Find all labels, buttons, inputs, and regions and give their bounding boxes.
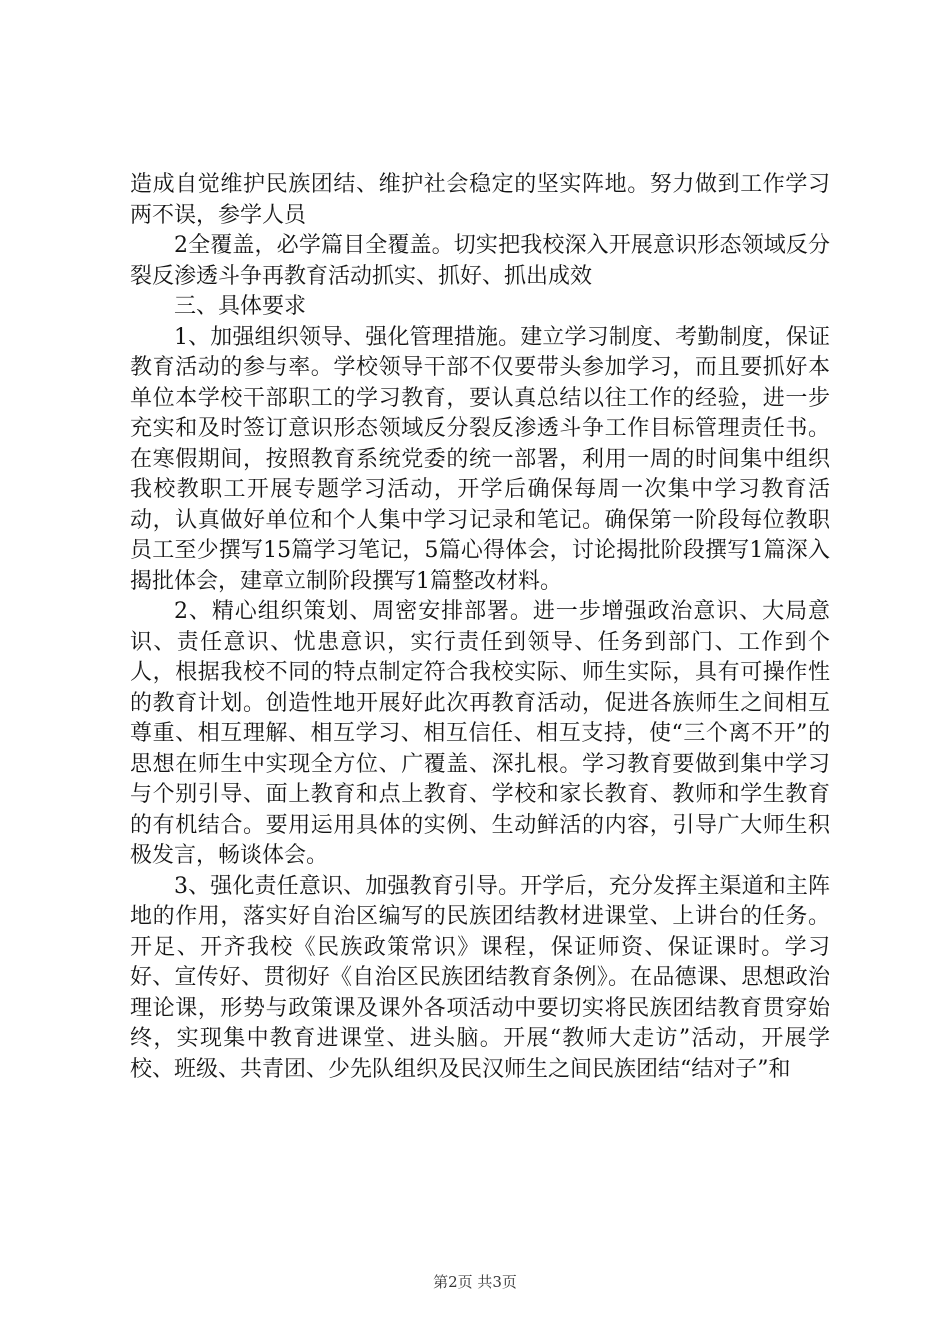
paragraph-continuation: 造成自觉维护民族团结、维护社会稳定的坚实阵地。努力做到工作学习两不误，参学人员	[130, 172, 830, 228]
paragraph-requirement-2: 2、精心组织策划、周密安排部署。进一步增强政治意识、大局意识、责任意识、忧患意识，实行责任到领导、任务到部门、工作到个人，根据我校不同的特点制定符合我校实际、师生实际，具有可操作性的教育计划。创造性地开展好此次再教育活动，促进各族师生之间相互尊重、相互理解、相互学习、相互信任、相互支持，使“三个离不开”的思想在师生中实现全方位、广覆盖、深扎根。学习教育要做到集中学习与个别引导、面上教育和点上教育、学校和家长教育、教师和学生教育的有机结合。要用运用具体的实例、生动鲜活的内容，引导广大师生积极发言，畅谈体会。	[130, 599, 830, 868]
paragraph-coverage: 2全覆盖，必学篇目全覆盖。切实把我校深入开展意识形态领域反分裂反渗透斗争再教育活动抓实、抓好、抓出成效	[130, 233, 830, 289]
paragraph-requirement-1: 1、加强组织领导、强化管理措施。建立学习制度、考勤制度，保证教育活动的参与率。学校领导干部不仅要带头参加学习，而且要抓好本单位本学校干部职工的学习教育，要认真总结以往工作的经验，进一步充实和及时签订意识形态领域反分裂反渗透斗争工作目标管理责任书。在寒假期间，按照教育系统党委的统一部署，利用一周的时间集中组织我校教职工开展专题学习活动，开学后确保每周一次集中学习教育活动，认真做好单位和个人集中学习记录和笔记。确保第一阶段每位教职员工至少撰写15篇学习笔记，5篇心得体会，讨论揭批阶段撰写1篇深入揭批体会，建章立制阶段撰写1篇整改材料。	[130, 324, 830, 594]
section-heading: 三、具体要求	[174, 294, 307, 319]
page-footer: 第2页 共3页	[433, 1273, 517, 1291]
document-body	[130, 170, 830, 1085]
paragraph-requirement-3: 3、强化责任意识、加强教育引导。开学后，充分发挥主渠道和主阵地的作用，落实好自治区编写的民族团结教材进课堂、上讲台的任务。开足、开齐我校《民族政策常识》课程，保证师资、保证课时。学习好、宣传好、贯彻好《自治区民族团结教育条例》。在品德课、思想政治理论课，形势与政策课及课外各项活动中要切实将民族团结教育贯穿始终，实现集中教育进课堂、进头脑。开展“教师大走访”活动，开展学校、班级、共青团、少先队组织及民汉师生之间民族团结“结对子”和	[130, 873, 830, 1082]
